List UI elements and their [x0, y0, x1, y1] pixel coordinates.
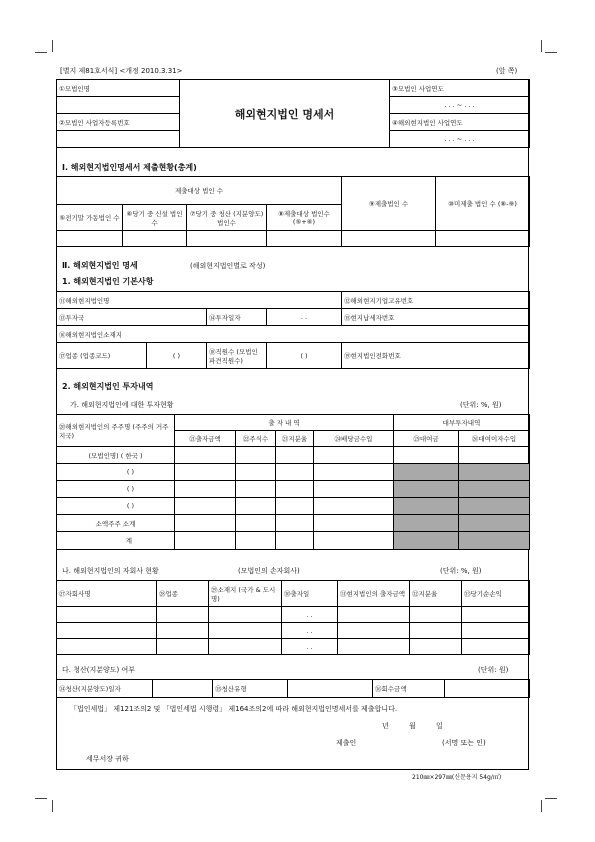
crop-mark	[35, 798, 47, 799]
shaded-cell	[394, 498, 459, 515]
cell[interactable]	[157, 639, 209, 655]
investment-table	[56, 414, 530, 550]
cell[interactable]	[175, 464, 236, 481]
cell[interactable]	[209, 623, 282, 639]
crop-mark	[541, 800, 542, 812]
col-ratio: ㉜지분율	[410, 581, 462, 607]
target-count-header: 제출대상 법인 수	[57, 177, 342, 205]
row-holder-label: ( )	[57, 498, 175, 515]
cell[interactable]	[175, 532, 236, 550]
cell[interactable]	[314, 464, 394, 481]
cell[interactable]	[57, 607, 157, 623]
cell[interactable]	[157, 623, 209, 639]
invest-date-label: ⑭투자일자	[207, 309, 267, 326]
cell[interactable]	[338, 623, 410, 639]
signature-label: (서명 또는 인)	[442, 739, 486, 747]
col-net-income: ㉝당기순손익	[462, 581, 530, 607]
submission-statement: 「법인세법」 제121조의2 및 「법인세법 시행령」 제164조의2에 따라 해외현지법인명세서를 제출합니다.	[70, 705, 398, 713]
cell[interactable]	[276, 515, 314, 532]
shaded-cell	[459, 498, 530, 515]
cell[interactable]	[236, 464, 276, 481]
sub-year-label: ④해외현지법인 사업연도	[390, 114, 530, 131]
invest-date-field[interactable]: . .	[267, 309, 342, 326]
cell[interactable]	[236, 515, 276, 532]
loan-header: 대부투자내역	[394, 415, 530, 431]
cell[interactable]	[462, 623, 530, 639]
recovered-amount-field[interactable]	[445, 680, 530, 698]
cell[interactable]	[462, 639, 530, 655]
cell[interactable]	[276, 481, 314, 498]
cell[interactable]	[175, 447, 236, 464]
col-loan: ㉕대여금	[394, 431, 459, 447]
basic-info-table	[56, 291, 530, 369]
employees-label: ⑱직원수 (모법인파견직원수)	[207, 343, 267, 369]
cell[interactable]	[410, 623, 462, 639]
unsubmitted-count-field[interactable]	[436, 231, 530, 247]
col-loan-interest: ㉖대여이자수입	[459, 431, 530, 447]
unit-c: (단위: 원)	[478, 666, 509, 674]
liquidation-type-field[interactable]	[288, 680, 373, 698]
section2-sub2b: 나. 해외현지법인의 자회사 현황	[62, 567, 159, 575]
new-established-field[interactable]	[123, 231, 187, 247]
target-total-field[interactable]	[267, 231, 342, 247]
cell[interactable]	[338, 607, 410, 623]
col-local-invest-amount: ㉛현지법인의 출자금액	[338, 581, 410, 607]
page-side-label: (앞 쪽)	[496, 67, 518, 75]
row-minor-label: 소액주주 소계	[57, 515, 175, 532]
cell[interactable]	[314, 481, 394, 498]
cell[interactable]	[57, 623, 157, 639]
sub-year-field[interactable]: . . . ~ . . .	[390, 131, 530, 148]
cell[interactable]	[314, 498, 394, 515]
invest-country-label: ⑬투자국	[57, 309, 207, 326]
section2-sub2a: 가. 해외현지법인에 대한 투자현황	[70, 401, 174, 409]
cell[interactable]	[459, 447, 530, 464]
crop-mark	[52, 40, 53, 52]
crop-mark	[545, 52, 557, 53]
paper-spec: 210㎜×297㎜(신문용지 54g/㎡)	[412, 774, 502, 781]
col-share-ratio: ㉓지분율	[276, 431, 314, 447]
liquidation-date-label: ㉞청산(지분양도)일자	[57, 680, 153, 698]
invest-date-cell[interactable]: . .	[282, 607, 338, 623]
local-phone-label: ⑲현지법인전화번호	[342, 343, 530, 369]
sub-unique-id-label: ⑫해외현지기업고유번호	[342, 292, 530, 309]
row-parent-label: (모법인명) ( 한국 )	[57, 447, 175, 464]
recovered-amount-label: ㊱회수금액	[373, 680, 445, 698]
cell[interactable]	[175, 481, 236, 498]
row-holder-label: ( )	[57, 481, 175, 498]
employees-field[interactable]: ( )	[267, 343, 342, 369]
cell[interactable]	[175, 498, 236, 515]
invest-date-cell[interactable]: . .	[282, 623, 338, 639]
section2-heading: Ⅱ. 해외현지법인 명세	[62, 261, 138, 270]
cell[interactable]	[276, 464, 314, 481]
parent-year-label: ③모법인 사업연도	[390, 80, 530, 97]
shaded-cell	[459, 515, 530, 532]
col-invest-amount: ㉑출자금액	[175, 431, 236, 447]
section2-sub2: 2. 해외현지법인 투자내역	[62, 382, 154, 391]
cell[interactable]	[462, 607, 530, 623]
submitted-count-field[interactable]	[342, 231, 436, 247]
industry-label: ⑰업종 (업종코드)	[57, 343, 147, 369]
cell[interactable]	[236, 481, 276, 498]
parent-brn-field[interactable]	[57, 131, 180, 148]
cell[interactable]	[394, 447, 459, 464]
cell[interactable]	[175, 515, 236, 532]
cell[interactable]	[338, 639, 410, 655]
prior-active-field[interactable]	[57, 231, 123, 247]
cell[interactable]	[314, 447, 394, 464]
parent-year-field[interactable]: . . . ~ . . .	[390, 97, 530, 114]
parent-brn-label: ②모법인 사업자등록번호	[57, 114, 180, 131]
cell[interactable]	[276, 447, 314, 464]
shaded-cell	[459, 532, 530, 550]
liquidation-type-label: ㉟청산유형	[213, 680, 288, 698]
investment-header: 출 자 내 역	[175, 415, 394, 431]
holders-header: ⑳해외현지법인의 주주명 (주주의 거주지국)	[57, 415, 175, 447]
submitted-count-header: ⑨제출법인 수	[342, 177, 436, 231]
crop-mark	[35, 52, 47, 53]
shaded-cell	[394, 464, 459, 481]
date-line: 년 월 일	[382, 722, 443, 730]
liquidated-header: ⑦당기 중 청산 (지분양도)법인수	[187, 205, 267, 231]
col-industry: ㉘업종	[157, 581, 209, 607]
prior-active-header: ⑤전기말 가동법인 수	[57, 205, 123, 231]
new-established-header: ⑥당기 중 신설 법인수	[123, 205, 187, 231]
section2-sub2c: 다. 청산(지분양도) 여부	[62, 666, 135, 674]
invest-date-cell[interactable]: . .	[282, 639, 338, 655]
crop-mark	[545, 798, 557, 799]
col-shares: ㉒주식수	[236, 431, 276, 447]
shaded-cell	[394, 481, 459, 498]
col-subsidiary-name: ㉗자회사명	[57, 581, 157, 607]
cell[interactable]	[410, 639, 462, 655]
cell[interactable]	[209, 639, 282, 655]
crop-mark	[52, 800, 53, 812]
recipient-label: 세무서장 귀하	[86, 755, 129, 763]
liquidated-field[interactable]	[187, 231, 267, 247]
cell[interactable]	[236, 532, 276, 550]
submitter-label: 제출인	[336, 739, 357, 747]
cell[interactable]	[410, 607, 462, 623]
cell[interactable]	[236, 498, 276, 515]
unit-a: (단위: %, 원)	[460, 401, 502, 409]
row-holder-label: ( )	[57, 464, 175, 481]
cell[interactable]	[57, 639, 157, 655]
col-dividend: ㉔배당금수입	[314, 431, 394, 447]
sub-name-label: ⑪해외현지법인명	[57, 292, 342, 309]
cell[interactable]	[157, 607, 209, 623]
header-table	[56, 79, 530, 148]
industry-code-field[interactable]: ( )	[147, 343, 207, 369]
row-total-label: 계	[57, 532, 175, 550]
cell[interactable]	[276, 498, 314, 515]
section1-heading: Ⅰ. 해외현지법인명세서 제출현황(총계)	[62, 163, 197, 172]
subsidiary-table	[56, 580, 530, 655]
liquidation-date-field[interactable]	[153, 680, 213, 698]
shaded-cell	[394, 532, 459, 550]
section2-heading-note: (해외현지법인별로 작성)	[190, 262, 266, 270]
unsubmitted-count-header: ⑩미제출 법인 수 (⑧-⑨)	[436, 177, 530, 231]
section2-sub2b-note: (모법인의 손자회사)	[238, 567, 300, 575]
sub-address-label: ⑯해외현지법인소재지	[57, 326, 530, 343]
shaded-cell	[459, 464, 530, 481]
section2-sub1: 1. 해외현지법인 기본사항	[62, 277, 154, 286]
page-title: 해외현지법인 명세서	[180, 80, 390, 148]
cell[interactable]	[314, 515, 394, 532]
unit-b: (단위: %, 원)	[440, 567, 482, 575]
col-invest-date: ㉚출자일	[282, 581, 338, 607]
liquidation-table	[56, 679, 530, 698]
section1-table	[56, 176, 530, 247]
local-tax-id-label: ⑮현지납세자번호	[342, 309, 530, 326]
parent-name-field[interactable]	[57, 97, 180, 114]
form-reference: [별지 제81호서식] <개정 2010.3.31>	[60, 67, 183, 75]
cell[interactable]	[209, 607, 282, 623]
shaded-cell	[394, 515, 459, 532]
shaded-cell	[459, 481, 530, 498]
cell[interactable]	[276, 532, 314, 550]
col-location: ㉙소재지 (국가 & 도시명)	[209, 581, 282, 607]
parent-name-label: ①모법인명	[57, 80, 180, 97]
cell[interactable]	[236, 447, 276, 464]
cell[interactable]	[314, 532, 394, 550]
crop-mark	[541, 40, 542, 52]
target-total-header: ⑧제출대상 법인수(⑤+⑥)	[267, 205, 342, 231]
